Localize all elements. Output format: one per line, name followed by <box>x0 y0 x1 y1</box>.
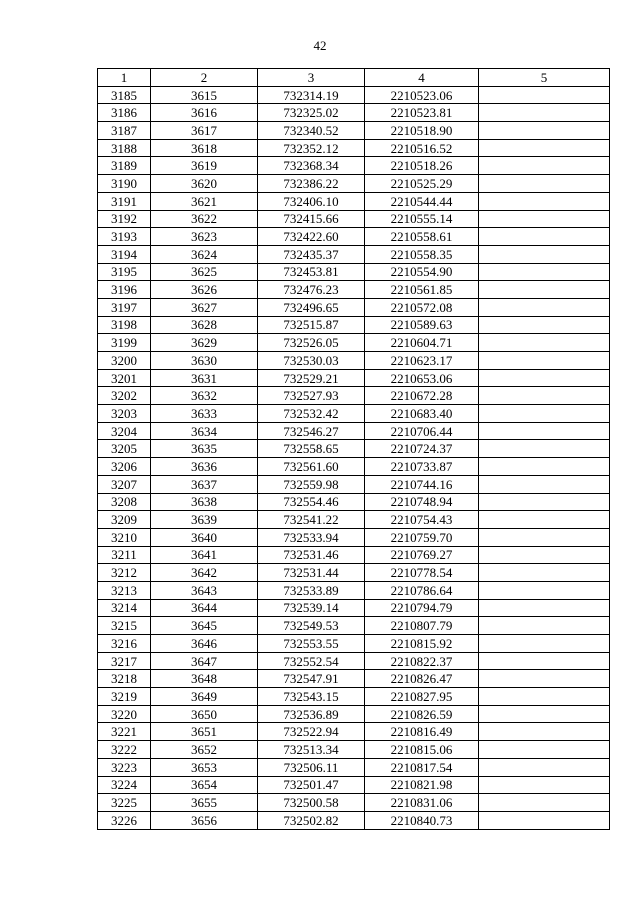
table-cell: 3629 <box>151 334 258 352</box>
coordinates-table <box>97 68 610 830</box>
table-cell: 3223 <box>98 758 151 776</box>
table-row <box>98 334 610 352</box>
table-row <box>98 705 610 723</box>
table-cell: 3200 <box>98 352 151 370</box>
table-cell: 3220 <box>98 705 151 723</box>
table-cell: 2210558.61 <box>365 228 479 246</box>
table-cell: 732406.10 <box>258 192 365 210</box>
table-cell: 2210653.06 <box>365 369 479 387</box>
table-cell <box>479 794 610 812</box>
table-cell: 3201 <box>98 369 151 387</box>
table-row <box>98 263 610 281</box>
table-cell: 3634 <box>151 422 258 440</box>
table-cell: 3209 <box>98 511 151 529</box>
table-row <box>98 670 610 688</box>
table-cell: 3206 <box>98 458 151 476</box>
table-body <box>98 86 610 829</box>
table-cell: 3202 <box>98 387 151 405</box>
table-cell <box>479 670 610 688</box>
table-row <box>98 475 610 493</box>
table-cell: 3651 <box>151 723 258 741</box>
table-cell: 2210589.63 <box>365 316 479 334</box>
table-row <box>98 387 610 405</box>
table-row <box>98 723 610 741</box>
column-header: 2 <box>151 69 258 87</box>
table-cell: 3615 <box>151 86 258 104</box>
table-cell <box>479 104 610 122</box>
table-row <box>98 86 610 104</box>
table-cell: 3185 <box>98 86 151 104</box>
table-cell: 732558.65 <box>258 440 365 458</box>
table-cell: 3203 <box>98 405 151 423</box>
table-cell <box>479 705 610 723</box>
table-cell <box>479 387 610 405</box>
table-cell: 3207 <box>98 475 151 493</box>
table-row <box>98 564 610 582</box>
table-cell: 732422.60 <box>258 228 365 246</box>
table-cell: 3619 <box>151 157 258 175</box>
table-cell: 2210821.98 <box>365 776 479 794</box>
table-row <box>98 422 610 440</box>
table-cell: 732453.81 <box>258 263 365 281</box>
table-cell: 732314.19 <box>258 86 365 104</box>
table-cell: 732530.03 <box>258 352 365 370</box>
table-cell <box>479 564 610 582</box>
table-cell: 3219 <box>98 688 151 706</box>
table-cell <box>479 546 610 564</box>
table-cell: 732527.93 <box>258 387 365 405</box>
table-row <box>98 458 610 476</box>
table-row <box>98 546 610 564</box>
table-cell: 3633 <box>151 405 258 423</box>
table-cell: 732352.12 <box>258 139 365 157</box>
table-cell: 2210523.06 <box>365 86 479 104</box>
table-cell: 2210733.87 <box>365 458 479 476</box>
table-cell: 3192 <box>98 210 151 228</box>
table-cell: 3655 <box>151 794 258 812</box>
table-cell <box>479 652 610 670</box>
table-cell: 732386.22 <box>258 175 365 193</box>
table-cell: 732529.21 <box>258 369 365 387</box>
table-cell: 3216 <box>98 635 151 653</box>
table-row <box>98 210 610 228</box>
table-cell: 3215 <box>98 617 151 635</box>
table-cell: 2210561.85 <box>365 281 479 299</box>
table-cell: 732549.53 <box>258 617 365 635</box>
table-cell: 2210724.37 <box>365 440 479 458</box>
table-cell <box>479 599 610 617</box>
table-cell: 3624 <box>151 245 258 263</box>
table-row <box>98 157 610 175</box>
table-cell <box>479 139 610 157</box>
table-cell: 3204 <box>98 422 151 440</box>
table-cell: 2210516.52 <box>365 139 479 157</box>
table-cell: 3649 <box>151 688 258 706</box>
table-cell: 3187 <box>98 122 151 140</box>
table-cell: 3639 <box>151 511 258 529</box>
table-row <box>98 617 610 635</box>
table-cell: 732496.65 <box>258 298 365 316</box>
table-cell: 3652 <box>151 741 258 759</box>
table-cell: 732522.94 <box>258 723 365 741</box>
table-cell: 3193 <box>98 228 151 246</box>
table-cell: 2210604.71 <box>365 334 479 352</box>
table-cell: 3653 <box>151 758 258 776</box>
table-cell: 3197 <box>98 298 151 316</box>
table-cell: 3189 <box>98 157 151 175</box>
table-cell <box>479 192 610 210</box>
table-cell: 2210518.90 <box>365 122 479 140</box>
table-cell: 2210822.37 <box>365 652 479 670</box>
table-cell: 3188 <box>98 139 151 157</box>
page-number: 42 <box>313 38 327 53</box>
column-header: 5 <box>479 69 610 87</box>
table-row <box>98 758 610 776</box>
table-cell: 3637 <box>151 475 258 493</box>
table-cell: 2210815.92 <box>365 635 479 653</box>
table-cell <box>479 210 610 228</box>
table-cell: 732536.89 <box>258 705 365 723</box>
table-cell: 3656 <box>151 811 258 829</box>
table-cell: 3194 <box>98 245 151 263</box>
table-row <box>98 652 610 670</box>
table-cell <box>479 334 610 352</box>
table-row <box>98 192 610 210</box>
table-cell: 2210831.06 <box>365 794 479 812</box>
table-cell: 732500.58 <box>258 794 365 812</box>
table-cell: 3641 <box>151 546 258 564</box>
table-cell <box>479 635 610 653</box>
table-cell <box>479 281 610 299</box>
table-cell: 732554.46 <box>258 493 365 511</box>
table-cell: 3630 <box>151 352 258 370</box>
table-cell: 3222 <box>98 741 151 759</box>
column-header: 3 <box>258 69 365 87</box>
table-cell: 3195 <box>98 263 151 281</box>
table-cell: 732531.44 <box>258 564 365 582</box>
table-cell: 3205 <box>98 440 151 458</box>
table-cell: 2210672.28 <box>365 387 479 405</box>
table-cell: 3625 <box>151 263 258 281</box>
table-cell: 2210623.17 <box>365 352 479 370</box>
table-row <box>98 298 610 316</box>
table-cell: 732533.89 <box>258 581 365 599</box>
table-cell: 732543.15 <box>258 688 365 706</box>
table-cell: 3196 <box>98 281 151 299</box>
table-row <box>98 776 610 794</box>
table-cell <box>479 493 610 511</box>
table-cell <box>479 758 610 776</box>
table-cell: 3626 <box>151 281 258 299</box>
table-cell <box>479 316 610 334</box>
table-cell: 3620 <box>151 175 258 193</box>
table-cell: 732476.23 <box>258 281 365 299</box>
table-cell: 2210786.64 <box>365 581 479 599</box>
table-cell: 3226 <box>98 811 151 829</box>
table-row <box>98 688 610 706</box>
table-cell <box>479 811 610 829</box>
table-cell: 732561.60 <box>258 458 365 476</box>
table-cell: 3643 <box>151 581 258 599</box>
table-cell: 2210840.73 <box>365 811 479 829</box>
table-cell <box>479 352 610 370</box>
table-cell: 3190 <box>98 175 151 193</box>
table-cell: 2210769.27 <box>365 546 479 564</box>
table-cell: 2210817.54 <box>365 758 479 776</box>
table-cell: 3217 <box>98 652 151 670</box>
table-cell: 3631 <box>151 369 258 387</box>
table-cell: 732531.46 <box>258 546 365 564</box>
table-cell: 732526.05 <box>258 334 365 352</box>
table-cell <box>479 528 610 546</box>
table-cell: 2210555.14 <box>365 210 479 228</box>
table-cell: 3635 <box>151 440 258 458</box>
table-row <box>98 493 610 511</box>
table-cell: 3640 <box>151 528 258 546</box>
table-cell <box>479 122 610 140</box>
table-cell: 3617 <box>151 122 258 140</box>
table-cell <box>479 298 610 316</box>
table-cell <box>479 245 610 263</box>
table-cell: 732415.66 <box>258 210 365 228</box>
table-cell <box>479 422 610 440</box>
table-cell: 3623 <box>151 228 258 246</box>
table-cell: 3632 <box>151 387 258 405</box>
table-cell: 2210826.47 <box>365 670 479 688</box>
table-cell: 732539.14 <box>258 599 365 617</box>
table-row <box>98 511 610 529</box>
table-cell: 2210759.70 <box>365 528 479 546</box>
table-cell: 732325.02 <box>258 104 365 122</box>
table-cell: 732513.34 <box>258 741 365 759</box>
table-cell: 3621 <box>151 192 258 210</box>
table-cell: 2210794.79 <box>365 599 479 617</box>
table-cell: 2210827.95 <box>365 688 479 706</box>
table-cell: 2210815.06 <box>365 741 479 759</box>
table-cell: 732506.11 <box>258 758 365 776</box>
table-cell: 732541.22 <box>258 511 365 529</box>
table-row <box>98 369 610 387</box>
table-cell <box>479 741 610 759</box>
table-cell: 3224 <box>98 776 151 794</box>
table-row <box>98 104 610 122</box>
table-row <box>98 599 610 617</box>
table-cell: 2210706.44 <box>365 422 479 440</box>
table-row <box>98 794 610 812</box>
table-cell: 2210826.59 <box>365 705 479 723</box>
table-cell <box>479 263 610 281</box>
table-row <box>98 440 610 458</box>
table-cell: 3645 <box>151 617 258 635</box>
table-row <box>98 741 610 759</box>
table-cell: 3212 <box>98 564 151 582</box>
table-row <box>98 635 610 653</box>
table-cell: 732502.82 <box>258 811 365 829</box>
header-row <box>98 69 610 87</box>
table-cell: 3186 <box>98 104 151 122</box>
table-row <box>98 175 610 193</box>
table-cell: 732559.98 <box>258 475 365 493</box>
table-row <box>98 405 610 423</box>
table-cell: 2210744.16 <box>365 475 479 493</box>
table-cell: 3211 <box>98 546 151 564</box>
table-cell: 2210544.44 <box>365 192 479 210</box>
table-cell <box>479 581 610 599</box>
table-cell: 3618 <box>151 139 258 157</box>
table-cell <box>479 157 610 175</box>
table-cell: 2210816.49 <box>365 723 479 741</box>
table-row <box>98 139 610 157</box>
table-cell: 3198 <box>98 316 151 334</box>
table-cell: 3627 <box>151 298 258 316</box>
table-cell: 2210754.43 <box>365 511 479 529</box>
table-cell: 3208 <box>98 493 151 511</box>
table-cell <box>479 458 610 476</box>
table-cell: 2210683.40 <box>365 405 479 423</box>
table-cell: 732533.94 <box>258 528 365 546</box>
table-cell: 3213 <box>98 581 151 599</box>
table-row <box>98 281 610 299</box>
table-cell: 3221 <box>98 723 151 741</box>
table-cell: 2210558.35 <box>365 245 479 263</box>
table-cell: 732547.91 <box>258 670 365 688</box>
table-cell: 2210572.08 <box>365 298 479 316</box>
column-header: 4 <box>365 69 479 87</box>
table-cell <box>479 405 610 423</box>
table-cell: 3616 <box>151 104 258 122</box>
column-header: 1 <box>98 69 151 87</box>
table-cell: 3646 <box>151 635 258 653</box>
table-row <box>98 581 610 599</box>
table-cell: 3210 <box>98 528 151 546</box>
table-row <box>98 811 610 829</box>
table-cell: 2210518.26 <box>365 157 479 175</box>
table-cell: 3225 <box>98 794 151 812</box>
table-cell: 3636 <box>151 458 258 476</box>
table-row <box>98 528 610 546</box>
table-cell <box>479 369 610 387</box>
table-cell: 732546.27 <box>258 422 365 440</box>
table-cell: 3638 <box>151 493 258 511</box>
table-cell: 2210748.94 <box>365 493 479 511</box>
table-cell <box>479 688 610 706</box>
table-cell: 732552.54 <box>258 652 365 670</box>
table-cell: 732435.37 <box>258 245 365 263</box>
table-row <box>98 316 610 334</box>
table-cell: 732368.34 <box>258 157 365 175</box>
table-cell: 732515.87 <box>258 316 365 334</box>
table-row <box>98 122 610 140</box>
table-cell: 2210523.81 <box>365 104 479 122</box>
table-cell: 732532.42 <box>258 405 365 423</box>
table-cell: 3654 <box>151 776 258 794</box>
table-cell: 732501.47 <box>258 776 365 794</box>
table-cell: 732553.55 <box>258 635 365 653</box>
table-cell: 3622 <box>151 210 258 228</box>
table-cell <box>479 475 610 493</box>
table-cell: 732340.52 <box>258 122 365 140</box>
table-cell: 3199 <box>98 334 151 352</box>
table-row <box>98 228 610 246</box>
table-cell: 2210778.54 <box>365 564 479 582</box>
table-cell: 3214 <box>98 599 151 617</box>
table-cell <box>479 511 610 529</box>
table-row <box>98 352 610 370</box>
table-header <box>98 69 610 87</box>
table-cell <box>479 723 610 741</box>
table-cell: 3191 <box>98 192 151 210</box>
table-row <box>98 245 610 263</box>
table-cell <box>479 776 610 794</box>
table-cell: 2210554.90 <box>365 263 479 281</box>
table-cell <box>479 175 610 193</box>
table-cell: 3642 <box>151 564 258 582</box>
table-cell: 3644 <box>151 599 258 617</box>
table-cell: 3218 <box>98 670 151 688</box>
table-cell: 3648 <box>151 670 258 688</box>
table-cell: 2210525.29 <box>365 175 479 193</box>
table-cell: 3647 <box>151 652 258 670</box>
table-cell <box>479 440 610 458</box>
table-cell: 3650 <box>151 705 258 723</box>
table-cell: 3628 <box>151 316 258 334</box>
table-cell <box>479 617 610 635</box>
table-cell <box>479 86 610 104</box>
table-cell <box>479 228 610 246</box>
table-cell: 2210807.79 <box>365 617 479 635</box>
